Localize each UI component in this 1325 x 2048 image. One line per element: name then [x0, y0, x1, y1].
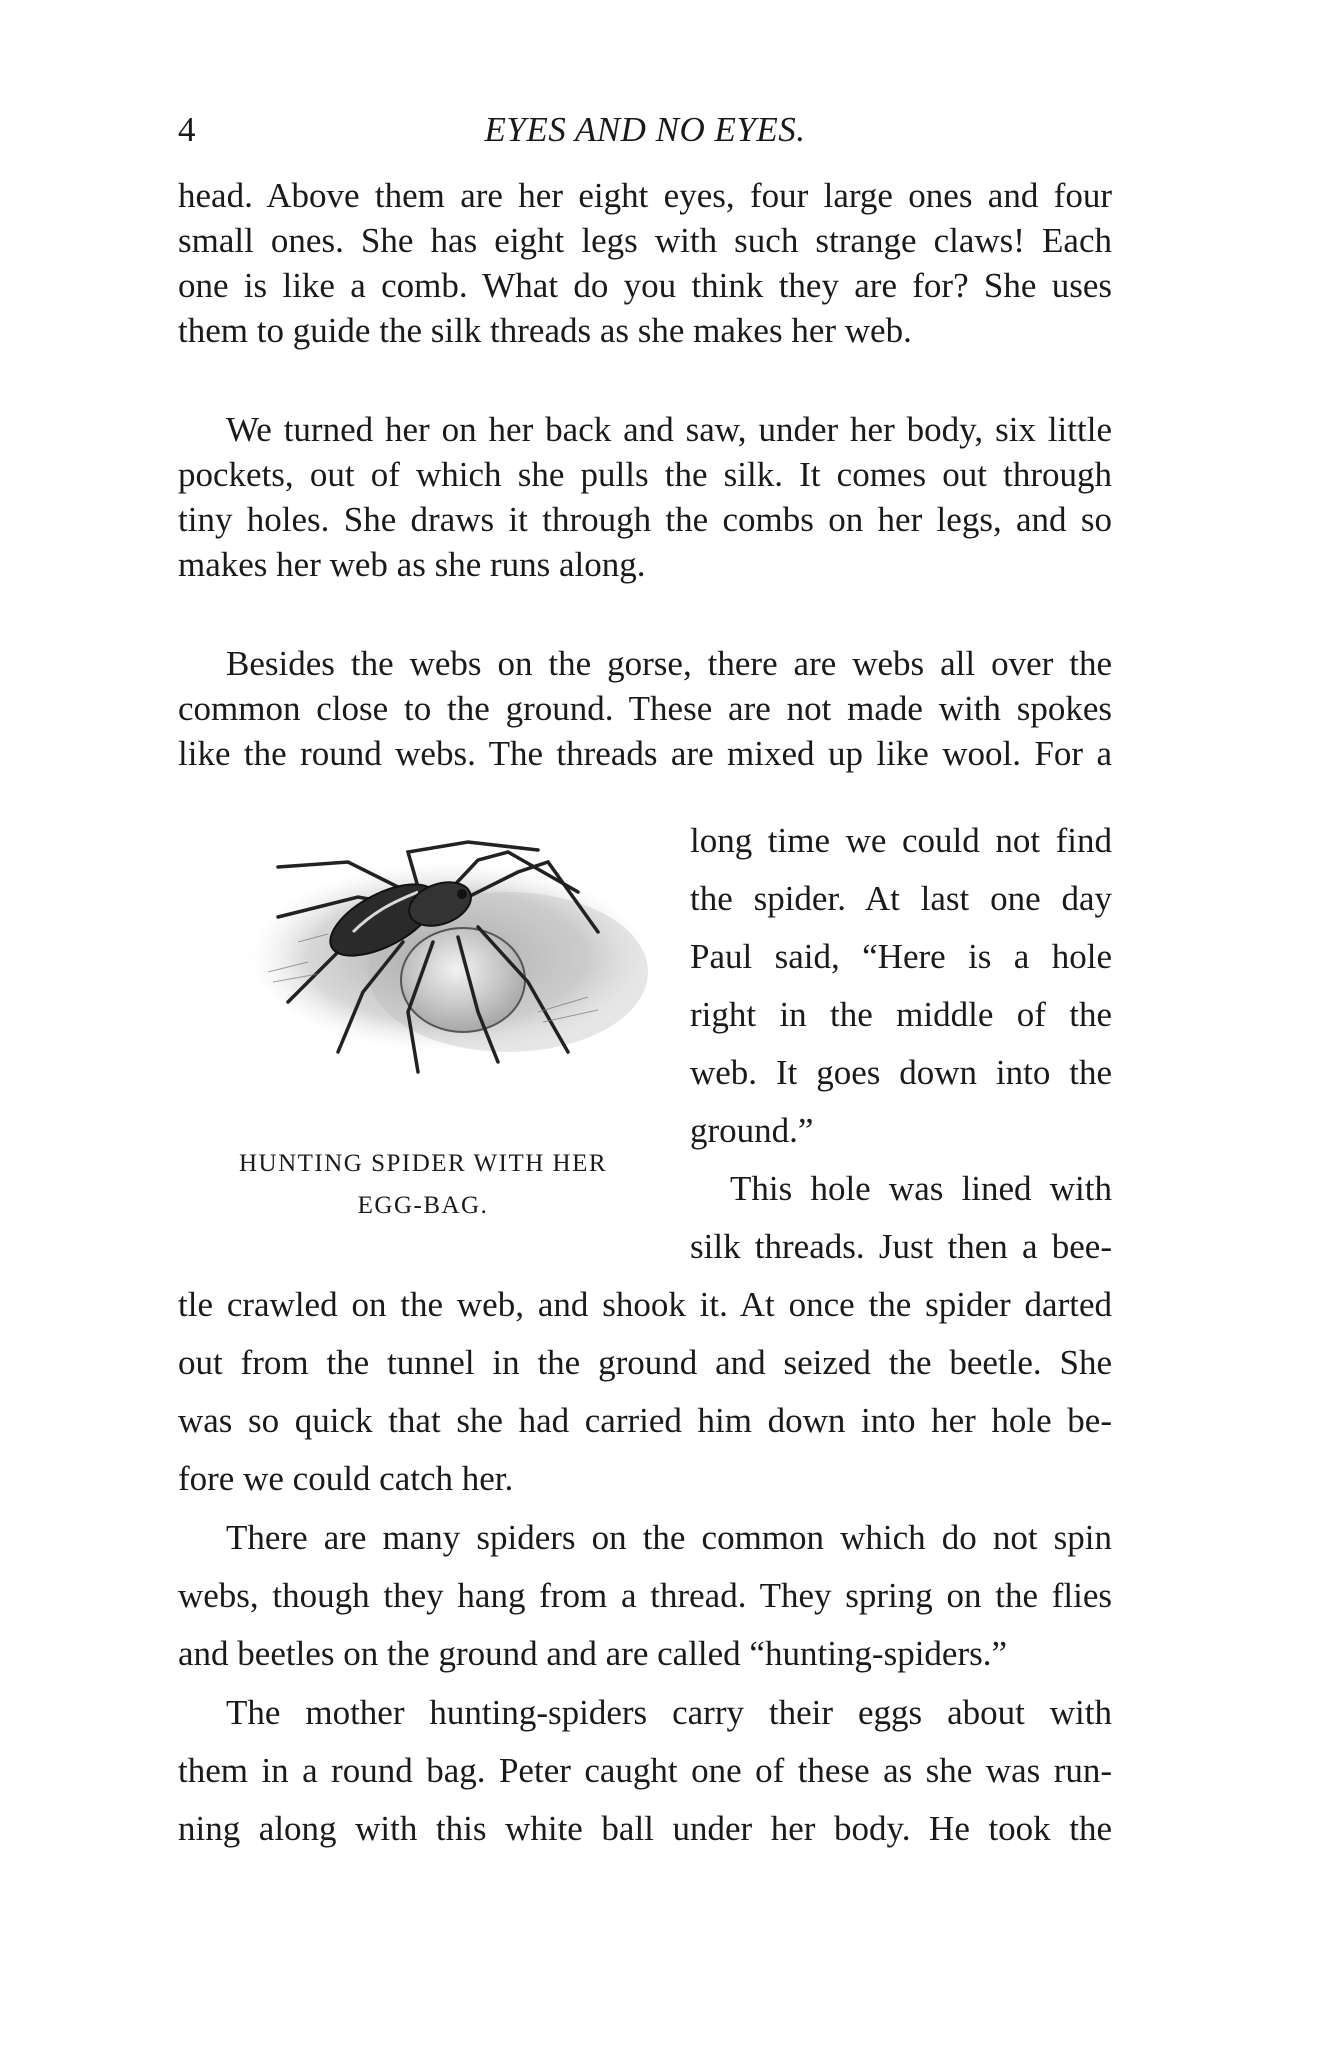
- text-line: right in the middle of the: [690, 995, 1112, 1034]
- text-line: out from the tunnel in the ground and seized the beetle. She: [178, 1343, 1112, 1382]
- text-line: There are many spiders on the common which do not spin: [226, 1518, 1112, 1557]
- page-number: 4: [178, 110, 196, 149]
- text-line: common close to the ground. These are not made with spokes: [178, 689, 1112, 728]
- text-line: tiny holes. She draws it through the combs on her legs, and so: [178, 500, 1112, 539]
- text-line: pockets, out of which she pulls the silk. It comes out through: [178, 455, 1112, 494]
- spider-illustration: [178, 822, 668, 1219]
- text-line: small ones. She has eight legs with such strange claws! Each: [178, 221, 1112, 260]
- text-line: head. Above them are her eight eyes, four large ones and four: [178, 176, 1112, 215]
- text-line: them to guide the silk threads as she makes her web.: [178, 311, 912, 350]
- text-line: webs, though they hang from a thread. They spring on the flies: [178, 1576, 1112, 1615]
- text-line: one is like a comb. What do you think they are for? She uses: [178, 266, 1112, 305]
- text-line: ground.”: [690, 1111, 814, 1150]
- text-line: the spider. At last one day: [690, 879, 1112, 918]
- text-line: was so quick that she had carried him down into her hole be-: [178, 1401, 1112, 1440]
- text-line: fore we could catch her.: [178, 1459, 514, 1498]
- text-line: Paul said, “Here is a hole: [690, 937, 1112, 976]
- running-title: EYES AND NO EYES.: [484, 110, 806, 149]
- text-line: silk threads. Just then a bee-: [690, 1227, 1112, 1266]
- text-line: makes her web as she runs along.: [178, 545, 646, 584]
- page-header: [178, 108, 1112, 152]
- figure-caption-line: HUNTING SPIDER WITH HER: [238, 1150, 608, 1177]
- figure-caption-line: EGG-BAG.: [357, 1192, 489, 1219]
- book-page: [178, 0, 1112, 2048]
- text-line: ning along with this white ball under her body. He took the: [178, 1809, 1112, 1848]
- text-line: We turned her on her back and saw, under her body, six little: [226, 410, 1112, 449]
- spider-engraving: [178, 822, 668, 1122]
- text-line: web. It goes down into the: [690, 1053, 1112, 1092]
- text-line: tle crawled on the web, and shook it. At once the spider darted: [178, 1285, 1112, 1324]
- text-line: like the round webs. The threads are mixed up like wool. For a: [178, 734, 1112, 773]
- text-line: them in a round bag. Peter caught one of these as she was run-: [178, 1751, 1112, 1790]
- text-line: and beetles on the ground and are called “hunting-spiders.”: [178, 1634, 1008, 1673]
- text-line: The mother hunting-spiders carry their eggs about with: [226, 1693, 1112, 1732]
- text-line: Besides the webs on the gorse, there are webs all over the: [226, 644, 1112, 683]
- text-line: long time we could not find: [690, 821, 1112, 860]
- text-line: This hole was lined with: [730, 1169, 1112, 1208]
